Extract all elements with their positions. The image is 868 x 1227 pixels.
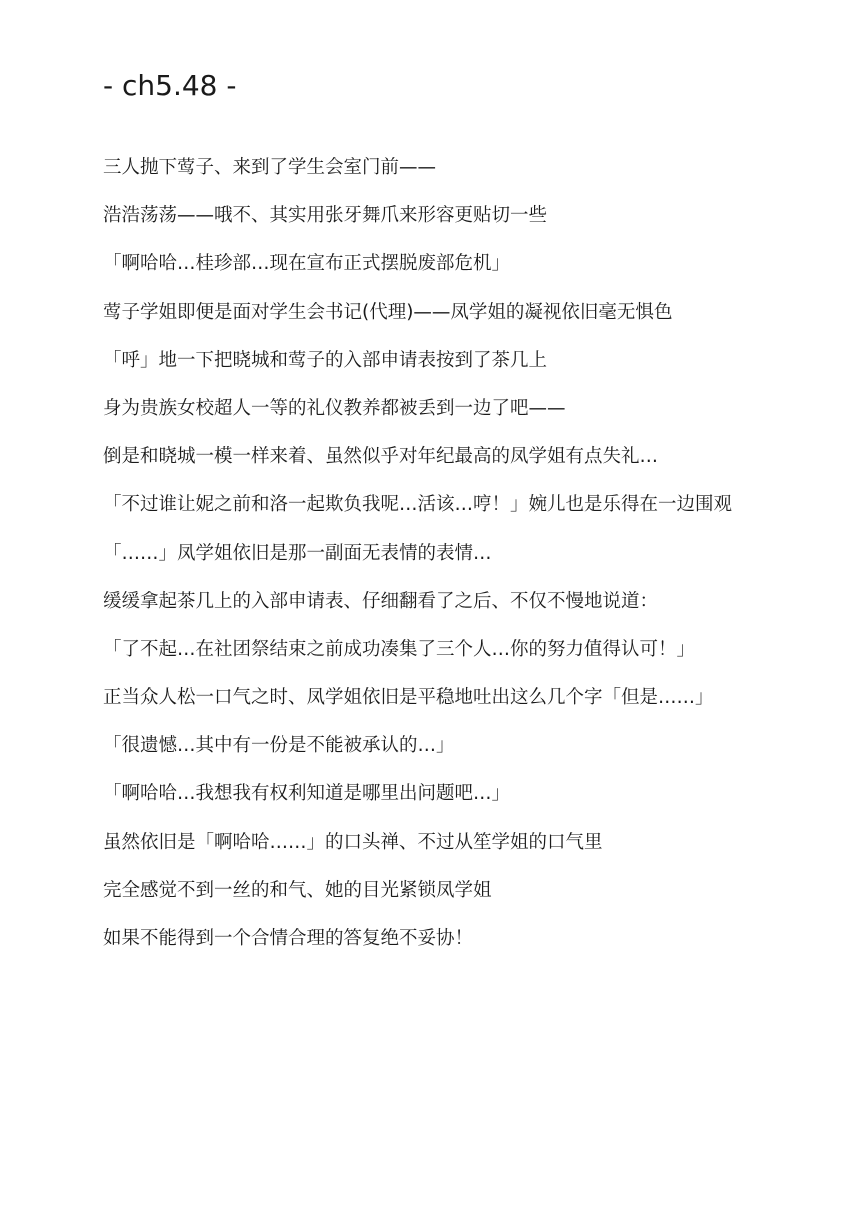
text-line: 完全感觉不到一丝的和气、她的目光紧锁凤学姐 bbox=[103, 879, 492, 901]
text-line: 缓缓拿起茶几上的入部申请表、仔细翻看了之后、不仅不慢地说道： bbox=[103, 590, 659, 612]
text-line: 正当众人松一口气之时、凤学姐依旧是平稳地吐出这么几个字「但是……」 bbox=[103, 687, 714, 709]
text-line: 莺子学姐即便是面对学生会书记(代理)——凤学姐的凝视依旧毫无惧色 bbox=[103, 301, 673, 323]
text-line: 三人抛下莺子、来到了学生会室门前—— bbox=[103, 157, 437, 178]
text-line: 「不过谁让妮之前和洛一起欺负我呢…活该…哼！」婉儿也是乐得在一边围观 bbox=[103, 494, 733, 516]
text-line: 「……」凤学姐依旧是那一副面无表情的表情… bbox=[103, 542, 492, 564]
text-line: 身为贵族女校超人一等的礼仪教养都被丢到一边了吧—— bbox=[103, 397, 566, 419]
text-line: 浩浩荡荡——哦不、其实用张牙舞爪来形容更贴切一些 bbox=[103, 205, 548, 227]
chapter-title: - ch5.48 - bbox=[103, 69, 237, 102]
text-line: 虽然依旧是「啊哈哈……」的口头禅、不过从笙学姐的口气里 bbox=[103, 831, 603, 853]
text-line: 「啊哈哈…桂珍部…现在宣布正式摆脱废部危机」 bbox=[103, 253, 511, 275]
text-line: 「啊哈哈…我想我有权利知道是哪里出问题吧…」 bbox=[103, 783, 511, 805]
text-line: 「了不起…在社团祭结束之前成功凑集了三个人…你的努力值得认可！」 bbox=[103, 638, 696, 660]
text-line: 如果不能得到一个合情合理的答复绝不妥协！ bbox=[103, 928, 474, 949]
body-text bbox=[103, 150, 833, 969]
text-line: 倒是和晓城一模一样来着、虽然似乎对年纪最高的凤学姐有点失礼… bbox=[103, 446, 659, 468]
text-line: 「很遗憾…其中有一份是不能被承认的…」 bbox=[103, 735, 455, 757]
text-line: 「呼」地一下把晓城和莺子的入部申请表按到了茶几上 bbox=[103, 349, 548, 371]
